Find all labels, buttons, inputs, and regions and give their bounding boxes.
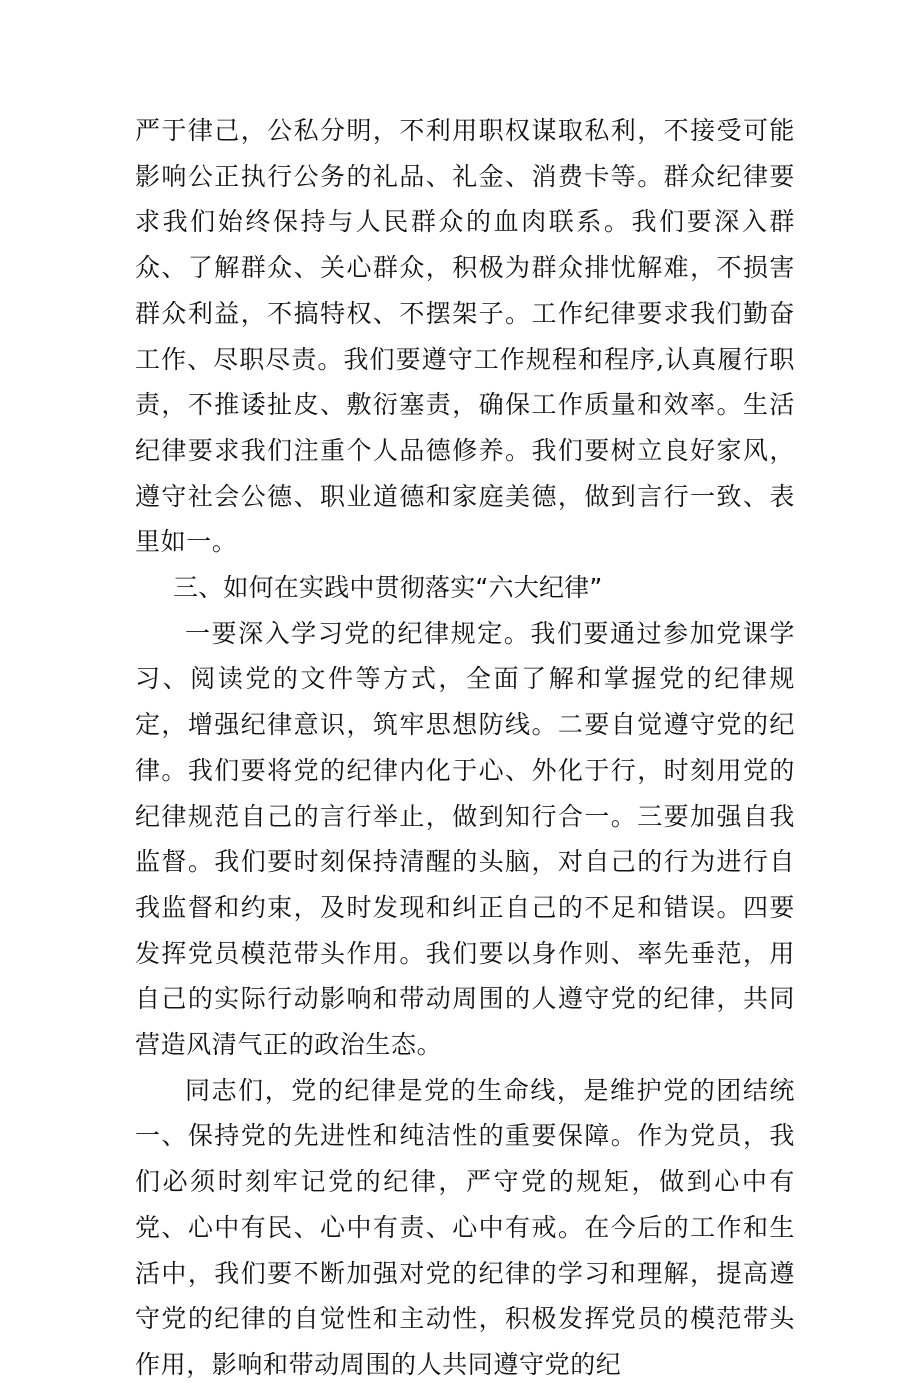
paragraph-implementation: 一要深入学习党的纪律规定。我们要通过参加党课学习、阅读党的文件等方式，全面了解和掌握党的纪律规定，增强纪律意识，筑牢思想防线。二要自觉遵守党的纪律。我们要将党的纪律内化于心、外化于行，时刻用党的纪律规范自己的言行举止，做到知行合一。三要加强自我监督。我们要时刻保持清醒的头脑，对自己的行为进行自我监督和约束，及时发现和纠正自己的不足和错误。四要发挥党员模范带头作用。我们要以身作则、率先垂范，用自己的实际行动影响和带动周围的人遵守党的纪律，共同营造风清气正的政治生态。 xyxy=(135,618,795,1060)
paragraph-discipline-details: 严于律己，公私分明，不利用职权谋取私利，不接受可能影响公正执行公务的礼品、礼金、消费卡等。群众纪律要求我们始终保持与人民群众的血肉联系。我们要深入群众、了解群众、关心群众，积极为群众排忧解难，不损害群众利益，不搞特权、不摆架子。工作纪律要求我们勤奋工作、尽职尽责。我们要遵守工作规程和程序,认真履行职责，不推诿扯皮、敷衍塞责，确保工作质量和效率。生活纪律要求我们注重个人品德修养。我们要树立良好家风，遵守社会公德、职业道德和家庭美德，做到言行一致、表里如一。 xyxy=(135,116,795,557)
paragraph-conclusion: 同志们，党的纪律是党的生命线，是维护党的团结统一、保持党的先进性和纯洁性的重要保障。作为党员，我们必须时刻牢记党的纪律，严守党的规矩，做到心中有党、心中有民、心中有责、心中有戒。在今后的工作和生活中，我们要不断加强对党的纪律的学习和理解，提高遵守党的纪律的自觉性和主动性，积极发挥党员的模范带头作用，影响和带动周围的人共同遵守党的纪 xyxy=(135,1075,795,1379)
section-heading-three: 三、如何在实践中贯彻落实“六大纪律” xyxy=(173,573,603,603)
document-body xyxy=(135,108,795,1388)
